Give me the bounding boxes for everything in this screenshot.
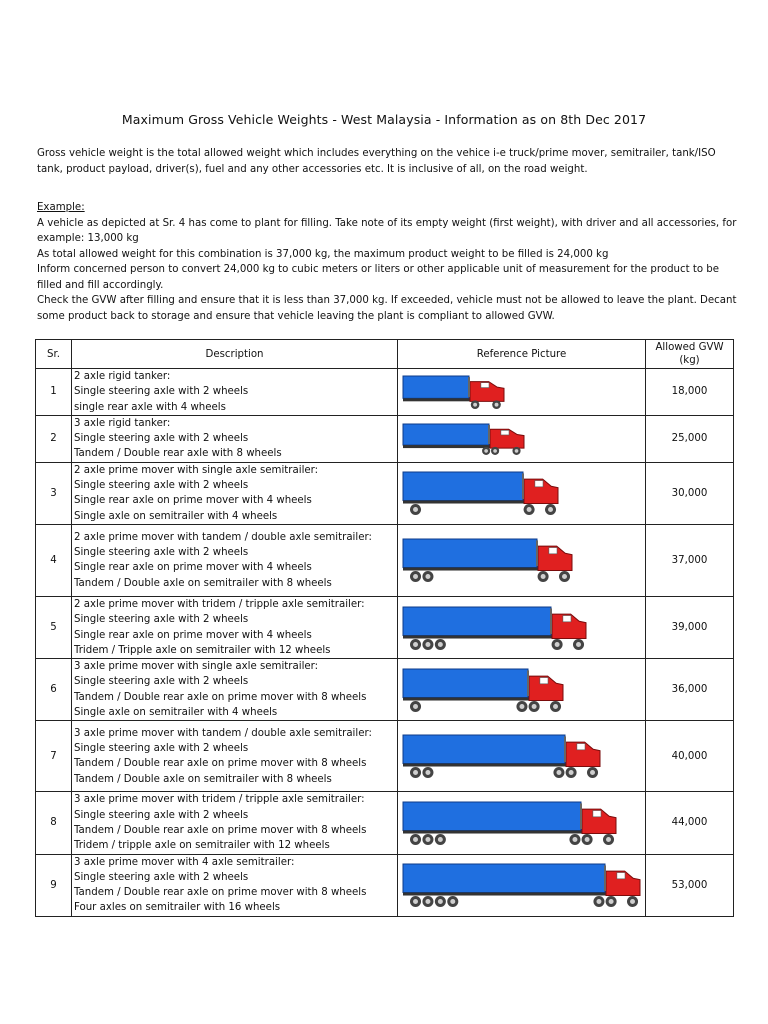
wheel-icon xyxy=(550,701,561,712)
truck-illustration xyxy=(402,470,560,516)
exhaust-stack xyxy=(468,377,470,397)
cell-allowed-gvw: 30,000 xyxy=(646,462,734,524)
wheel-icon xyxy=(545,504,556,515)
example-line: Check the GVW after filling and ensure that it is less than 37,000 kg. If exceeded, vehicle must not be allowed to leave the plant. Decant some product back to storage and ensure that vehicle leaving the plant is compliant to allowed GVW. xyxy=(37,295,737,322)
description-line: Tandem / Double rear axle with 8 wheels xyxy=(74,448,282,460)
truck-illustration xyxy=(402,374,506,410)
wheel-icon xyxy=(573,639,584,650)
cab-window xyxy=(563,615,571,621)
cell-allowed-gvw: 37,000 xyxy=(646,524,734,596)
header-sr: Sr. xyxy=(36,340,72,369)
header-description: Description xyxy=(72,340,398,369)
truck-illustration xyxy=(402,537,574,583)
description-line: 2 axle prime mover with single axle semitrailer: xyxy=(74,464,319,476)
header-allowed-gvw: Allowed GVW (kg) xyxy=(646,340,734,369)
wheel-icon xyxy=(410,504,421,515)
wheel-icon xyxy=(559,571,570,582)
table-body xyxy=(36,369,734,917)
example-section xyxy=(37,200,737,324)
wheel-icon xyxy=(410,701,421,712)
trailer-body xyxy=(403,424,489,445)
exhaust-stack xyxy=(550,608,552,634)
table-row xyxy=(36,596,734,658)
description-line: 3 axle prime mover with 4 axle semitrailer: xyxy=(74,856,295,868)
wheel-icon xyxy=(552,639,563,650)
cab-window xyxy=(481,383,489,388)
trailer-body xyxy=(403,472,523,501)
trailer-body xyxy=(403,802,581,831)
intro-paragraph xyxy=(37,146,737,177)
description-line: Tridem / Tripple axle on semitrailer with 12 wheels xyxy=(74,644,331,656)
exhaust-stack xyxy=(527,670,529,696)
description-line: 2 axle rigid tanker: xyxy=(74,371,171,382)
wheel-icon xyxy=(422,896,433,907)
wheel-icon xyxy=(529,701,540,712)
cell-reference-picture xyxy=(398,524,646,596)
cell-reference-picture xyxy=(398,596,646,658)
wheel-icon xyxy=(538,571,549,582)
wheel-icon xyxy=(410,834,421,845)
table-row xyxy=(36,854,734,916)
gvw-table xyxy=(35,339,734,917)
table-row xyxy=(36,721,734,792)
example-line: A vehicle as depicted at Sr. 4 has come to plant for filling. Take note of its empty weight (first weight), with driver and all accessories, for example: 13,000 kg xyxy=(37,217,737,244)
wheel-icon xyxy=(566,767,577,778)
cell-description xyxy=(72,524,398,596)
table-row xyxy=(36,524,734,596)
description-line: Single rear axle on prime mover with 4 wheels xyxy=(74,495,312,507)
cell-sr: 1 xyxy=(36,369,72,416)
cab-window xyxy=(540,677,548,683)
cell-sr: 5 xyxy=(36,596,72,658)
cell-reference-picture xyxy=(398,854,646,916)
description-line: Tandem / Double axle on semitrailer with 8 wheels xyxy=(74,773,332,785)
table-row xyxy=(36,415,734,462)
trailer-body xyxy=(403,539,537,568)
wheel-icon xyxy=(482,447,490,455)
cell-allowed-gvw: 36,000 xyxy=(646,659,734,721)
wheel-icon xyxy=(569,834,580,845)
wheel-icon xyxy=(422,571,433,582)
wheel-icon xyxy=(410,571,421,582)
cell-reference-picture xyxy=(398,792,646,854)
cell-description xyxy=(72,854,398,916)
exhaust-stack xyxy=(536,541,538,567)
cell-description xyxy=(72,369,398,416)
description-line: Single axle on semitrailer with 4 wheels xyxy=(74,510,278,522)
description-line: Single axle on semitrailer with 4 wheels xyxy=(74,707,278,719)
table-row xyxy=(36,659,734,721)
wheel-icon xyxy=(410,639,421,650)
cell-sr: 2 xyxy=(36,415,72,462)
trailer-body xyxy=(403,607,551,636)
wheel-icon xyxy=(524,504,535,515)
truck-illustration xyxy=(402,800,618,846)
wheel-icon xyxy=(422,834,433,845)
wheel-icon xyxy=(435,896,446,907)
cell-sr: 7 xyxy=(36,721,72,792)
table-row xyxy=(36,369,734,416)
description-line: Single rear axle on prime mover with 4 wheels xyxy=(74,629,312,641)
wheel-icon xyxy=(447,896,458,907)
trailer-body xyxy=(403,864,605,893)
cab-window xyxy=(577,744,585,750)
description-line: Four axles on semitrailer with 16 wheels xyxy=(74,902,281,914)
cell-sr: 3 xyxy=(36,462,72,524)
exhaust-stack xyxy=(564,737,566,763)
intro-text: Gross vehicle weight is the total allowed weight which includes everything on the vehice i-e truck/prime mover, semitrailer, tank/ISO tank, product payload, driver(s), fuel and any other accessories etc. It is inclusive of all, on the road weight. xyxy=(37,148,716,175)
wheel-icon xyxy=(603,834,614,845)
example-heading: Example: xyxy=(37,202,85,213)
truck-illustration xyxy=(402,422,526,456)
wheel-icon xyxy=(410,767,421,778)
cell-description xyxy=(72,721,398,792)
example-line: Inform concerned person to convert 24,000 kg to cubic meters or liters or other applicable unit of measurement for the product to be filled and fill accordingly. xyxy=(37,264,720,291)
wheel-icon xyxy=(606,896,617,907)
cab-window xyxy=(617,873,625,879)
wheel-icon xyxy=(582,834,593,845)
wheel-icon xyxy=(587,767,598,778)
wheel-icon xyxy=(422,767,433,778)
cell-sr: 9 xyxy=(36,854,72,916)
description-line: 2 axle prime mover with tandem / double axle semitrailer: xyxy=(74,531,372,543)
cab-window xyxy=(535,481,543,487)
trailer-body xyxy=(403,669,528,698)
trailer-body xyxy=(403,735,565,764)
cell-description xyxy=(72,462,398,524)
description-line: Single steering axle with 2 wheels xyxy=(74,433,249,445)
wheel-icon xyxy=(593,896,604,907)
cell-allowed-gvw: 44,000 xyxy=(646,792,734,854)
description-line: Tandem / Double rear axle on prime mover with 8 wheels xyxy=(74,691,367,703)
description-line: Single steering axle with 2 wheels xyxy=(74,676,249,688)
cab-window xyxy=(593,810,601,816)
wheel-icon xyxy=(512,447,520,455)
exhaust-stack xyxy=(580,803,582,829)
description-line: 3 axle rigid tanker: xyxy=(74,417,171,429)
cell-allowed-gvw: 39,000 xyxy=(646,596,734,658)
cell-sr: 4 xyxy=(36,524,72,596)
table-row xyxy=(36,792,734,854)
description-line: 3 axle prime mover with tridem / tripple axle semitrailer: xyxy=(74,794,365,806)
wheel-icon xyxy=(627,896,638,907)
cab-window xyxy=(501,430,509,435)
description-line: Tridem / tripple axle on semitrailer with 12 wheels xyxy=(74,840,330,852)
truck-illustration xyxy=(402,605,588,651)
cell-sr: 6 xyxy=(36,659,72,721)
description-line: 2 axle prime mover with tridem / tripple axle semitrailer: xyxy=(74,598,365,610)
cell-description xyxy=(72,415,398,462)
wheel-icon xyxy=(516,701,527,712)
exhaust-stack xyxy=(604,866,606,892)
description-line: Tandem / Double rear axle on prime mover with 8 wheels xyxy=(74,824,367,836)
description-line: Single steering axle with 2 wheels xyxy=(74,614,249,626)
wheel-icon xyxy=(435,834,446,845)
document-title: Maximum Gross Vehicle Weights - West Malaysia - Information as on 8th Dec 2017 xyxy=(121,112,647,127)
description-line: Single steering axle with 2 wheels xyxy=(74,743,249,755)
description-line: Single rear axle on prime mover with 4 wheels xyxy=(74,562,312,574)
description-line: Tandem / Double rear axle on prime mover with 8 wheels xyxy=(74,758,367,770)
description-line: single rear axle with 4 wheels xyxy=(74,401,226,413)
description-line: Single steering axle with 2 wheels xyxy=(74,480,249,492)
cell-description xyxy=(72,659,398,721)
chassis xyxy=(403,893,639,896)
trailer-body xyxy=(403,376,469,398)
description-line: 3 axle prime mover with single axle semitrailer: xyxy=(74,661,319,673)
cell-description xyxy=(72,596,398,658)
wheel-icon xyxy=(471,400,480,409)
table-row xyxy=(36,462,734,524)
header-reference-picture: Reference Picture xyxy=(398,340,646,369)
wheel-icon xyxy=(492,400,501,409)
cell-reference-picture xyxy=(398,415,646,462)
cell-reference-picture xyxy=(398,369,646,416)
cell-allowed-gvw: 40,000 xyxy=(646,721,734,792)
truck-illustration xyxy=(402,733,602,779)
truck-illustration xyxy=(402,862,642,908)
description-line: Tandem / Double rear axle on prime mover with 8 wheels xyxy=(74,887,367,899)
wheel-icon xyxy=(491,447,499,455)
cell-reference-picture xyxy=(398,721,646,792)
cell-allowed-gvw: 25,000 xyxy=(646,415,734,462)
wheel-icon xyxy=(410,896,421,907)
example-line: As total allowed weight for this combination is 37,000 kg, the maximum product weight to be filled is 24,000 kg xyxy=(37,248,609,260)
cell-allowed-gvw: 18,000 xyxy=(646,369,734,416)
cell-reference-picture xyxy=(398,462,646,524)
cell-description xyxy=(72,792,398,854)
wheel-icon xyxy=(422,639,433,650)
wheel-icon xyxy=(553,767,564,778)
description-line: Single steering axle with 2 wheels xyxy=(74,386,249,398)
description-line: Single steering axle with 2 wheels xyxy=(74,809,249,821)
description-line: Single steering axle with 2 wheels xyxy=(74,871,249,883)
description-line: Tandem / Double axle on semitrailer with 8 wheels xyxy=(74,577,332,589)
description-line: 3 axle prime mover with tandem / double axle semitrailer: xyxy=(74,727,372,739)
cell-sr: 8 xyxy=(36,792,72,854)
cab-window xyxy=(549,548,557,554)
description-line: Single steering axle with 2 wheels xyxy=(74,547,249,559)
table-header-row xyxy=(36,340,734,369)
truck-illustration xyxy=(402,667,565,713)
cell-allowed-gvw: 53,000 xyxy=(646,854,734,916)
cell-reference-picture xyxy=(398,659,646,721)
exhaust-stack xyxy=(488,425,490,444)
wheel-icon xyxy=(435,639,446,650)
exhaust-stack xyxy=(522,474,524,500)
